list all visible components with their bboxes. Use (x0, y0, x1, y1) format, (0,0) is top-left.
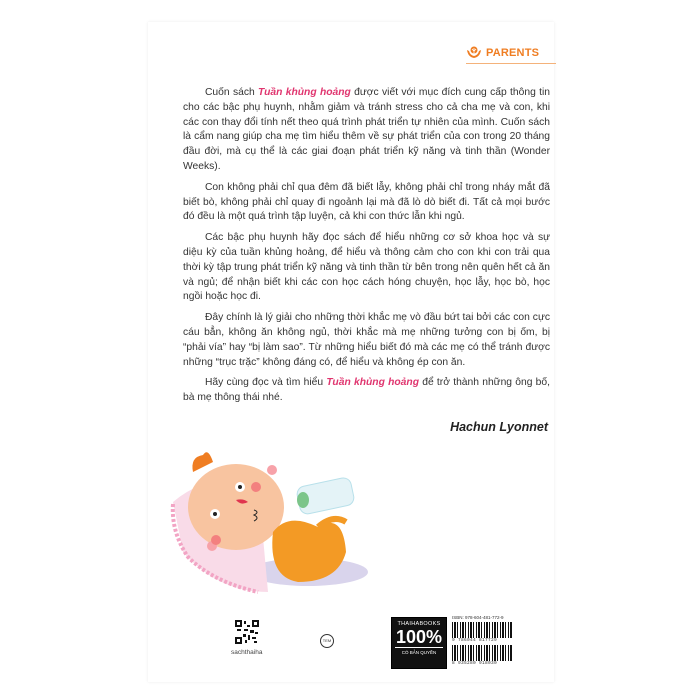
tem-stamp: TEM (320, 634, 334, 648)
text: Hãy cùng đọc và tìm hiểu (205, 377, 327, 389)
qr-label: sachthaiha (231, 649, 263, 656)
brand-divider (466, 63, 556, 64)
paragraph: Các bậc phụ huynh hãy đọc sách để hiểu những cơ sở khoa học và sự diệu kỳ của tuần khủng hoảng, để hiểu và thông cảm cho con khi con trải qua thời kỳ tập trung phát triển kỹ năng và tinh thần từ bên trong nên quên hết cả ăn và ngủ; để nhận biết khi các con học cách hóng chuyện, học lẫy, học bò, học ngồi hoặc học đi. (183, 232, 550, 303)
paragraph (183, 376, 550, 406)
qr-code[interactable] (231, 620, 262, 656)
paragraph: Đây chính là lý giải cho những thời khắc mẹ vò đầu bứt tai bởi các con cực cáu bẳn, không ăn không ngủ, thời khắc mà mẹ những tưởng con bị ốm, bị “phải vía” hay “bị làm sao”. Từ những hiểu biết đó mà các mẹ có thể tránh được những “trục trặc” không đáng có, để hiểu và không ép con ăn. (183, 312, 550, 368)
parents-brand (466, 46, 539, 59)
hands-logo-icon (466, 46, 482, 59)
seal-publisher: THAIHABOOKS (397, 621, 441, 627)
seal-caption: CÓ BẢN QUYỀN (395, 647, 443, 655)
copyright-seal (391, 617, 447, 669)
author-name: Hachun Lyonnet (450, 420, 548, 434)
barcode-block (452, 615, 512, 666)
barcode-digits: 8 935280 918030 (452, 661, 498, 666)
brand-label: PARENTS (486, 46, 540, 59)
barcode-bars (452, 622, 512, 638)
text: Cuốn sách (205, 87, 259, 98)
qr-code-icon (235, 620, 259, 644)
book-back-cover (148, 22, 554, 682)
baby-bottle-illustration (168, 442, 398, 602)
book-title: Tuần khủng hoảng (326, 377, 419, 389)
text: được viết với mục đích cung cấp thông tin cho các bậc phụ huynh, nhằm giảm và tránh stress cho cả cha mẹ và con, khi các con thay đổi tính nết theo quá trình phát triển tự nhiên của mình. Cuốn sách là cẩm nang giúp cha mẹ tìm hiểu thêm về sự phát triển của con trong 20 tháng đầu đời, mà cụ thể là các giai đoạn phát triển kỹ năng và tinh thần (Wonder Weeks). (183, 87, 551, 172)
text: để trở thành những ông bố, bà mẹ thông thái nhé. (183, 377, 550, 404)
paragraph: Con không phải chỉ qua đêm đã biết lẫy, không phải chỉ trong nháy mắt đã biết bò, không phải chỉ quay đi ngoảnh lại mà đã lò dò biết đi. Tất cả mọi bước đó đều là một quá trình tập luyện, cả khi con thức lẫn khi ngủ. (183, 181, 550, 223)
barcode-bars (452, 645, 512, 661)
paragraph (183, 86, 550, 175)
book-title: Tuần khủng hoảng (258, 87, 351, 98)
barcode-digits: 9 786044 817729 (452, 638, 498, 643)
blurb (183, 86, 550, 412)
seal-percent: 100% (395, 627, 443, 647)
isbn-text: ISBN: 978-604-481-772-9 (452, 615, 504, 620)
